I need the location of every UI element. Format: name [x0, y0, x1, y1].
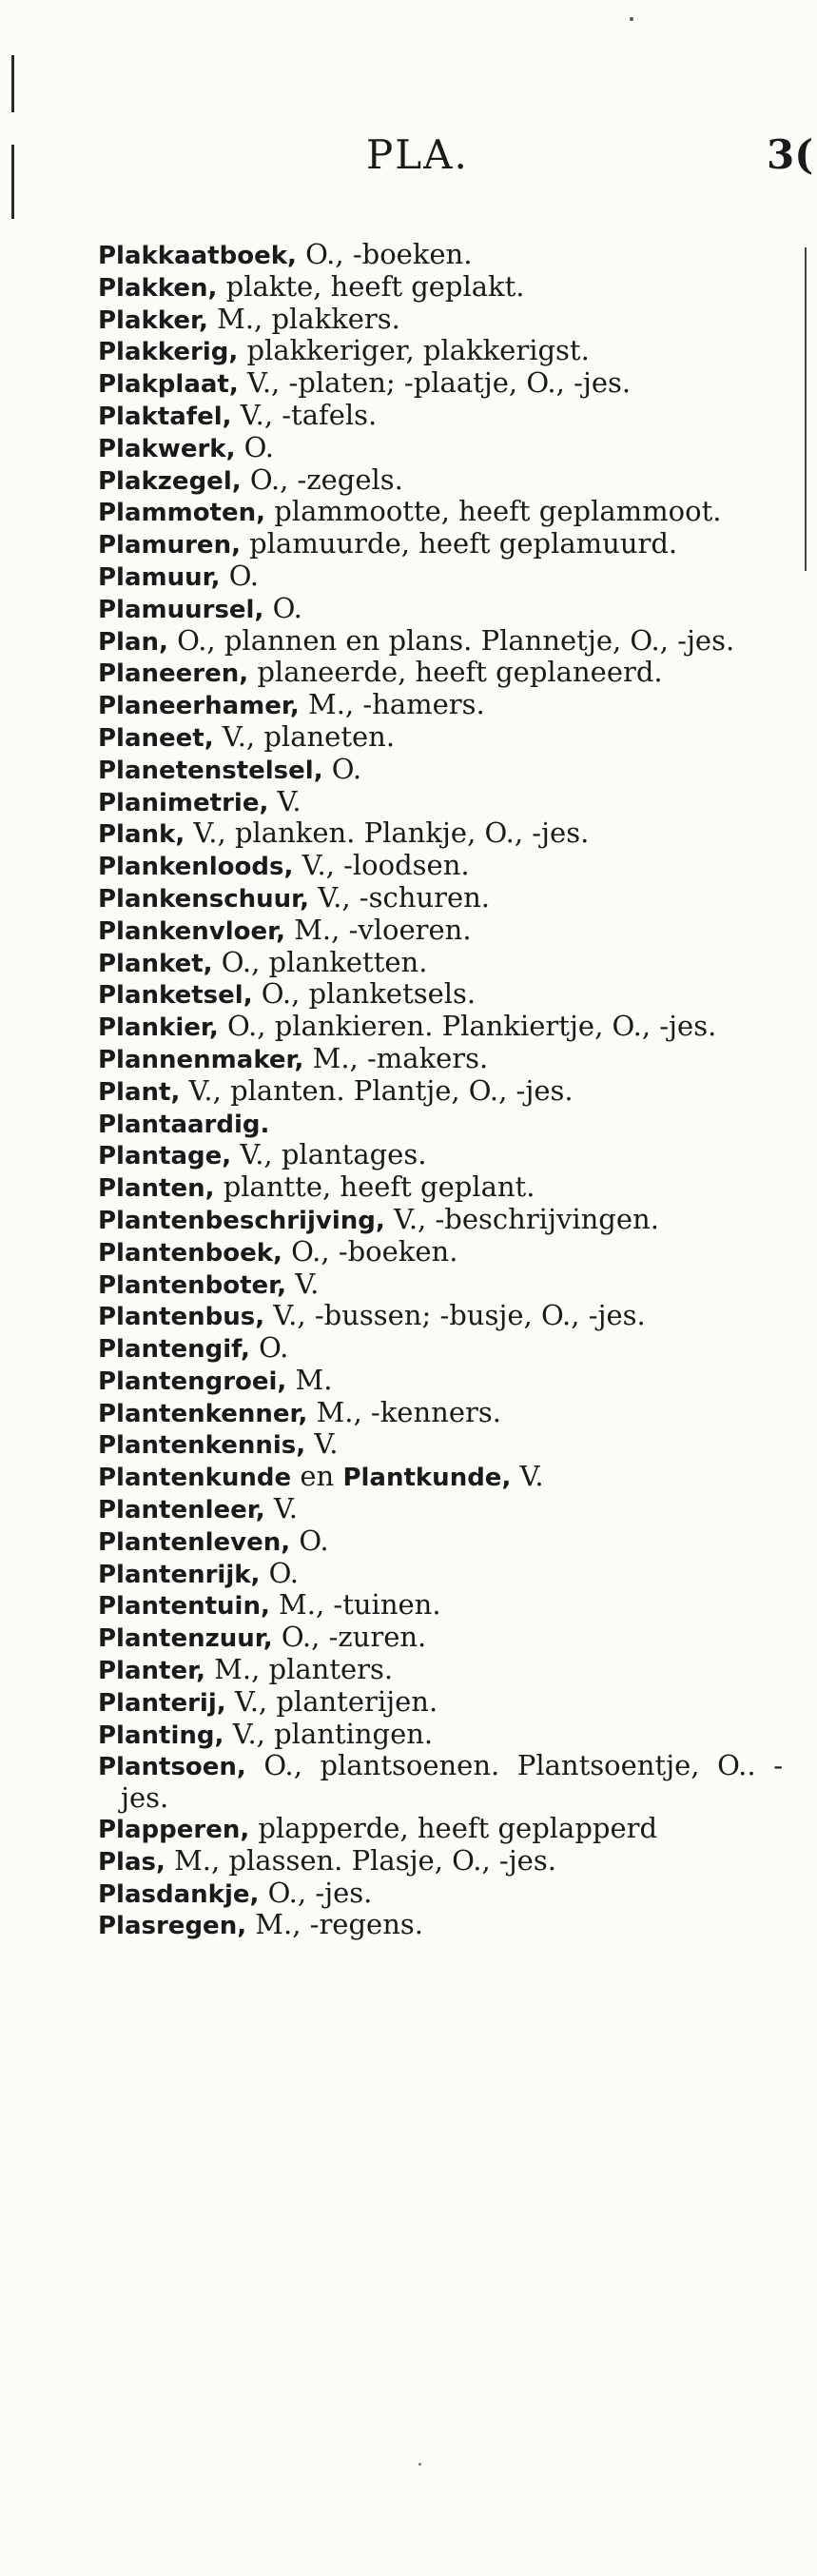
dictionary-entry	[98, 1429, 783, 1462]
entry-headword: Plantenleven,	[98, 1527, 291, 1557]
entry-definition: M.	[286, 1363, 333, 1396]
entry-definition: plapperde, heeft geplapperd	[249, 1812, 658, 1845]
entry-headword: Plakkaatboek,	[98, 242, 297, 270]
entry-definition: M., planters.	[204, 1653, 394, 1686]
entry-definition: M., -makers.	[303, 1041, 489, 1074]
entry-definition: plakkeriger, plakkerigst.	[238, 334, 590, 367]
dictionary-entry	[98, 752, 783, 787]
dictionary-entry	[98, 1234, 783, 1269]
dictionary-entry	[98, 1073, 783, 1109]
entry-headword: Plas,	[98, 1847, 165, 1877]
entry-headword: Plamuursel,	[98, 595, 264, 624]
dictionary-entry	[98, 368, 783, 401]
dictionary-entry	[98, 1012, 783, 1044]
entry-definition: M., -regens.	[246, 1908, 423, 1941]
entry-headword: Plakker,	[98, 305, 208, 335]
entry-headword: Plantenkunde	[98, 1464, 292, 1493]
page-header-title: PLA.	[366, 131, 469, 178]
entry-definition: plantte, heeft geplant.	[214, 1170, 535, 1204]
entry-definition: plakte, heeft geplakt.	[217, 269, 525, 303]
dictionary-entry	[98, 1041, 783, 1076]
entry-headword: Planeeren,	[98, 659, 249, 689]
entry-headword: Planeet,	[98, 723, 214, 753]
dictionary-entry	[98, 1333, 783, 1366]
dictionary-entry	[98, 497, 783, 529]
entry-definition: plammootte, heeft geplammoot.	[265, 495, 722, 528]
dictionary-entry	[98, 1910, 783, 1942]
dictionary-entry	[98, 818, 783, 851]
entry-headword: Plakzegel,	[98, 466, 242, 496]
dictionary-entry	[98, 1814, 783, 1846]
right-column-rule	[805, 247, 807, 571]
entry-headword: Plakken,	[98, 273, 218, 303]
entry-definition: O.	[220, 559, 260, 592]
ink-speck-bottom	[418, 2463, 421, 2466]
dictionary-entry	[98, 1109, 783, 1141]
entry-definition: V.	[286, 1267, 320, 1300]
entry-headword: Planketsel,	[98, 981, 253, 1011]
entry-definition: V., -beschrijvingen.	[384, 1202, 659, 1235]
dictionary-entry	[98, 591, 783, 626]
entry-definition: M., -vloeren.	[285, 913, 472, 946]
entry-definition: O., -boeken.	[282, 1234, 458, 1268]
entry-definition: V., plantages.	[231, 1138, 427, 1171]
dictionary-entry	[98, 1202, 783, 1237]
dictionary-entry	[98, 880, 783, 915]
entry-headword: Planter,	[98, 1657, 205, 1686]
page-number: 3(	[767, 131, 814, 178]
entry-definition: O.	[235, 430, 274, 463]
entry-definition: O., planketsels.	[252, 977, 477, 1011]
dictionary-entry	[98, 1301, 783, 1333]
entry-definition: M., -hamers.	[299, 688, 485, 721]
dictionary-entry	[98, 1172, 783, 1205]
entry-headword: Plankenvloer,	[98, 916, 285, 946]
entry-headword: Plannenmaker,	[98, 1045, 304, 1074]
entry-headword: Plakwerk,	[98, 434, 236, 463]
entry-headword: Plapperen,	[98, 1816, 250, 1845]
entry-definition-secondary: V.	[511, 1460, 544, 1493]
dictionary-entry-list	[98, 240, 783, 1942]
dictionary-entry	[98, 1655, 783, 1687]
dictionary-entry	[98, 1751, 783, 1814]
entry-headword-secondary: Plantkunde,	[342, 1464, 512, 1493]
entry-definition: O.	[260, 1556, 299, 1589]
entry-definition: O.	[322, 752, 362, 785]
entry-headword: Plantengroei,	[98, 1367, 287, 1396]
dictionary-entry	[98, 690, 783, 722]
dictionary-entry	[98, 1878, 783, 1911]
entry-definition: M., -kenners.	[307, 1395, 501, 1428]
dictionary-entry	[98, 658, 783, 690]
dictionary-entry	[98, 1556, 783, 1591]
dictionary-entry	[98, 1684, 783, 1720]
dictionary-entry	[98, 979, 783, 1012]
entry-definition: M., plassen. Plasje, O., -jes.	[165, 1843, 556, 1877]
entry-headword: Plank,	[98, 820, 185, 850]
dictionary-entry	[98, 398, 783, 433]
entry-headword: Plantenbus,	[98, 1303, 265, 1332]
ink-speck	[630, 17, 633, 21]
entry-headword: Plantaardig.	[98, 1110, 270, 1139]
entry-definition: O., planketten.	[212, 945, 428, 978]
entry-headword: Plantsoen,	[98, 1753, 246, 1782]
entry-headword: Plammoten,	[98, 499, 266, 528]
entry-definition: O.	[290, 1524, 329, 1557]
entry-definition: V., -platen; -plaatje, O., -jes.	[238, 366, 632, 400]
entry-definition: en	[291, 1460, 343, 1493]
entry-headword: Plantenleer,	[98, 1496, 265, 1525]
entry-definition: O.	[263, 591, 302, 624]
entry-headword: Plant,	[98, 1077, 181, 1107]
dictionary-entry	[98, 336, 783, 368]
entry-headword: Plakkerig,	[98, 338, 239, 367]
entry-headword: Planten,	[98, 1174, 215, 1204]
entry-definition: O., plantsoenen. Plantsoentje, O.. -jes.	[121, 1749, 783, 1815]
entry-definition: V., -schuren.	[309, 880, 491, 914]
dictionary-entry	[98, 1462, 783, 1494]
dictionary-entry	[98, 1843, 783, 1878]
entry-definition: M., plakkers.	[207, 302, 400, 335]
dictionary-entry	[98, 269, 783, 305]
dictionary-entry	[98, 302, 783, 337]
entry-headword: Plamuren,	[98, 531, 241, 560]
entry-headword: Plantenboek,	[98, 1238, 282, 1268]
entry-definition: O., -zuren.	[272, 1621, 427, 1654]
entry-definition: V.	[305, 1427, 339, 1461]
entry-definition: V.	[268, 784, 302, 817]
entry-definition: V.	[264, 1492, 298, 1525]
dictionary-entry	[98, 1622, 783, 1655]
dictionary-entry	[98, 915, 783, 948]
dictionary-entry	[98, 623, 783, 659]
entry-headword: Plantenkenner,	[98, 1399, 308, 1428]
margin-rule-top	[11, 55, 14, 112]
entry-definition: V., -loodsen.	[293, 849, 470, 882]
entry-definition: V., -tafels.	[231, 398, 378, 431]
entry-headword: Planimetrie,	[98, 788, 269, 817]
entry-headword: Plantenzuur,	[98, 1624, 273, 1654]
entry-headword: Planket,	[98, 949, 213, 978]
entry-headword: Planting,	[98, 1721, 224, 1750]
entry-headword: Plasregen,	[98, 1912, 247, 1941]
entry-headword: Plakplaat,	[98, 370, 239, 400]
entry-headword: Plasdankje,	[98, 1879, 260, 1909]
entry-definition: plamuurde, heeft geplamuurd.	[240, 527, 678, 560]
entry-definition: O., plankieren. Plankiertje, O., -jes.	[218, 1010, 717, 1043]
dictionary-entry	[98, 430, 783, 465]
dictionary-entry	[98, 1717, 783, 1752]
entry-definition: O., -zegels.	[241, 462, 403, 496]
entry-headword: Planeerhamer,	[98, 692, 300, 721]
dictionary-entry	[98, 719, 783, 755]
dictionary-entry	[98, 851, 783, 883]
entry-definition: O., plannen en plans. Plannetje, O., -jes.	[167, 623, 735, 657]
entry-definition: V., planken. Plankje, O., -jes.	[185, 816, 590, 850]
dictionary-entry	[98, 1269, 783, 1302]
dictionary-entry	[98, 1494, 783, 1526]
entry-headword: Plantenkennis,	[98, 1431, 306, 1461]
entry-headword: Plankenschuur,	[98, 884, 310, 914]
entry-definition: M., -tuinen.	[269, 1588, 441, 1622]
entry-headword: Planterij,	[98, 1688, 226, 1718]
dictionary-entry	[98, 529, 783, 561]
dictionary-entry	[98, 1140, 783, 1172]
dictionary-entry	[98, 561, 783, 594]
entry-headword: Plantenbeschrijving,	[98, 1206, 385, 1235]
dictionary-entry	[98, 1395, 783, 1430]
dictionary-entry	[98, 784, 783, 819]
dictionary-entry	[98, 1590, 783, 1622]
dictionary-entry	[98, 240, 783, 272]
entry-headword: Plankenloods,	[98, 853, 294, 882]
entry-definition: O.	[249, 1331, 289, 1365]
dictionary-entry	[98, 1526, 783, 1559]
entry-headword: Plamuur,	[98, 562, 221, 592]
dictionary-entry	[98, 1363, 783, 1398]
entry-headword: Plaktafel,	[98, 402, 232, 431]
entry-definition: V., -bussen; -busje, O., -jes.	[264, 1299, 646, 1332]
entry-headword: Plan,	[98, 627, 168, 657]
margin-rule-bottom	[11, 145, 14, 219]
entry-definition: planeerde, heeft geplaneerd.	[248, 656, 663, 689]
entry-definition: O., -boeken.	[296, 238, 473, 270]
entry-headword: Plantengif,	[98, 1335, 250, 1365]
entry-definition: V., planeten.	[213, 719, 396, 753]
entry-headword: Plantenboter,	[98, 1270, 287, 1300]
dictionary-entry	[98, 462, 783, 498]
entry-headword: Plankier,	[98, 1013, 219, 1043]
entry-definition: V., planterijen.	[225, 1684, 438, 1718]
entry-definition: V., planten. Plantje, O., -jes.	[180, 1073, 574, 1107]
entry-headword: Plantage,	[98, 1142, 232, 1171]
entry-definition: V., plantingen.	[224, 1717, 434, 1750]
entry-headword: Planetenstelsel,	[98, 756, 323, 785]
dictionary-entry	[98, 945, 783, 980]
entry-definition: O., -jes.	[259, 1876, 373, 1909]
entry-headword: Plantenrijk,	[98, 1560, 261, 1589]
entry-headword: Plantentuin,	[98, 1592, 270, 1622]
